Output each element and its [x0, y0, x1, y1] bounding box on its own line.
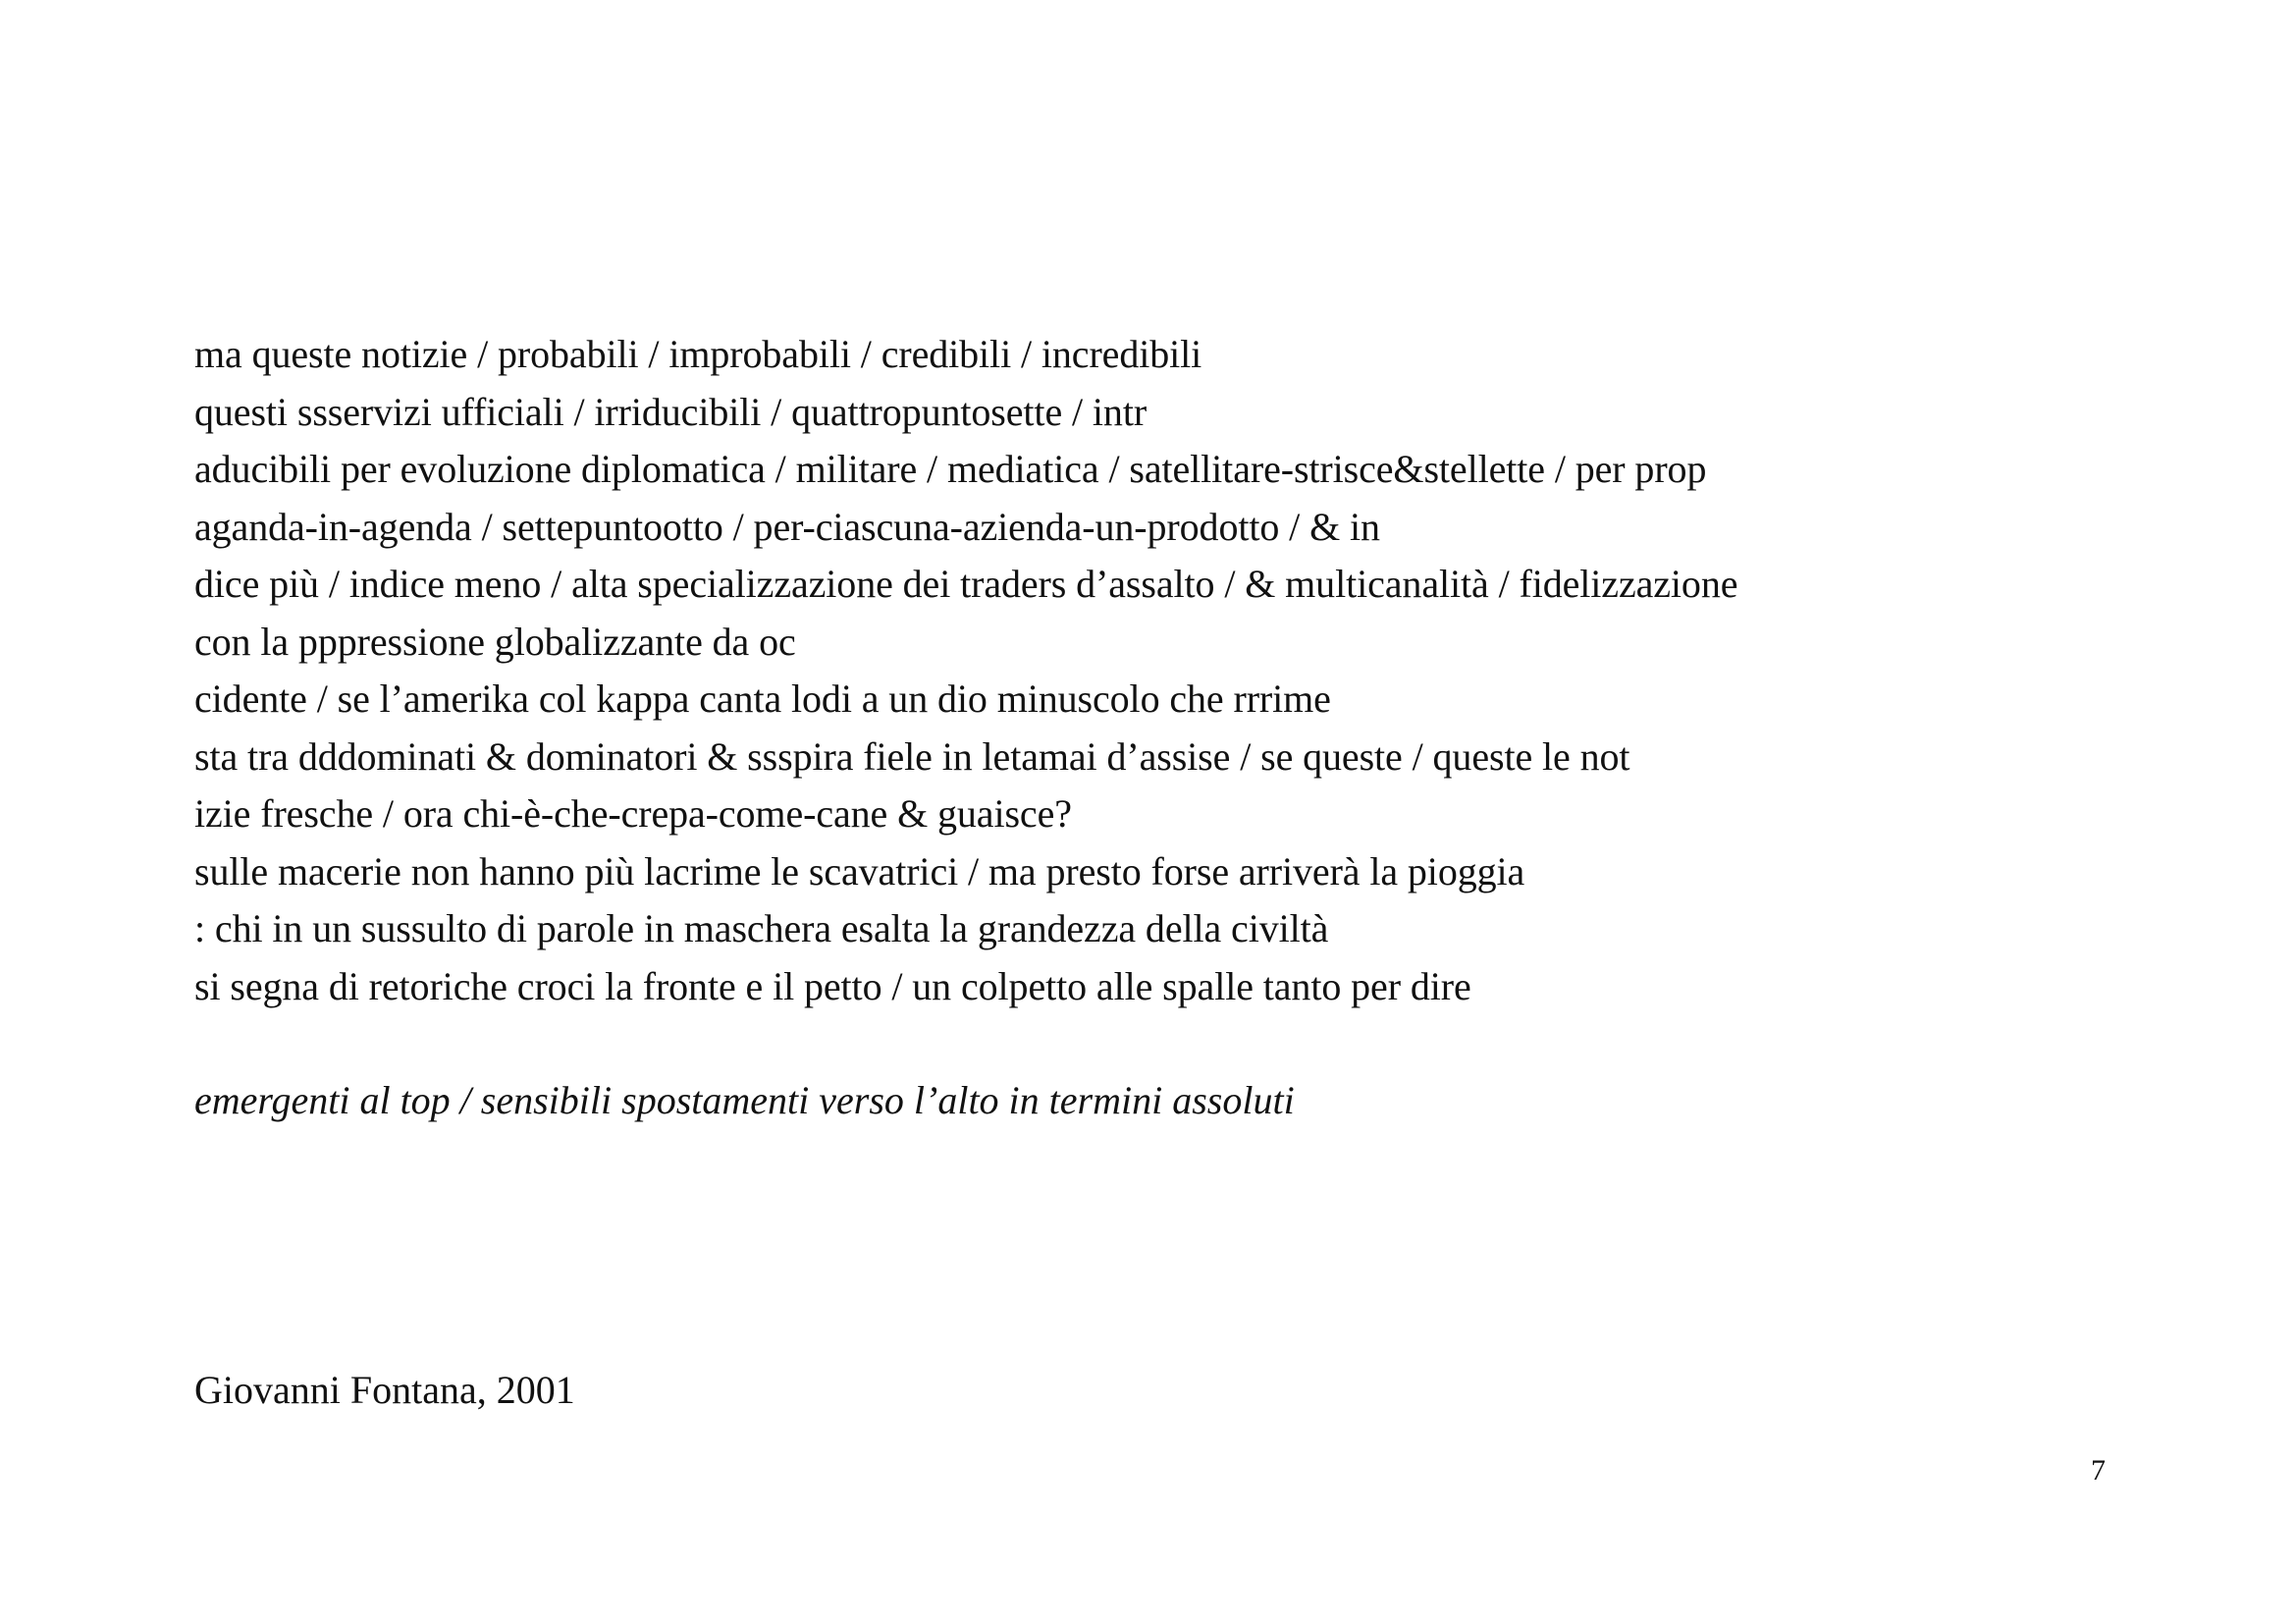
- poem-line-9: izie fresche / ora chi-è-che-crepa-come-cane & guaisce?: [194, 791, 1072, 836]
- italic-epigraph: emergenti al top / sensibili spostamenti verso l’alto in termini assoluti: [194, 1078, 1295, 1122]
- poem-line-3: aducibili per evoluzione diplomatica / militare / mediatica / satellitare-strisce&stellette / per prop: [194, 447, 1707, 491]
- page-number: 7: [2091, 1454, 2106, 1487]
- poem-line-5: dice più / indice meno / alta specializzazione dei traders d’assalto / & multicanalità / fidelizzazione: [194, 562, 1738, 606]
- poem-line-12: si segna di retoriche croci la fronte e il petto / un colpetto alle spalle tanto per dire: [194, 963, 1471, 1008]
- poem-line-2: questi ssservizi ufficiali / irriducibili / quattropuntosette / intr: [194, 389, 1148, 434]
- poem-line-1: ma queste notizie / probabili / improbabili / credibili / incredibili: [194, 332, 1202, 376]
- poem-line-7: cidente / se l’amerika col kappa canta lodi a un dio minuscolo che rrrime: [194, 677, 1331, 721]
- poem-line-6: con la pppressione globalizzante da oc: [194, 619, 796, 664]
- poem-body: [194, 326, 2158, 1015]
- poem-line-8: sta tra dddominati & dominatori & ssspira fiele in letamai d’assise / se queste / queste le not: [194, 733, 1630, 779]
- poem-line-10: sulle macerie non hanno più lacrime le scavatrici / ma presto forse arriverà la pioggia: [194, 848, 1525, 893]
- poem-line-11: : chi in un sussulto di parole in maschera esalta la grandezza della civiltà: [194, 906, 1329, 950]
- author-signature: Giovanni Fontana, 2001: [194, 1368, 575, 1412]
- poem-line-4: aganda-in-agenda / settepuntootto / per-ciascuna-azienda-un-prodotto / & in: [194, 504, 1380, 549]
